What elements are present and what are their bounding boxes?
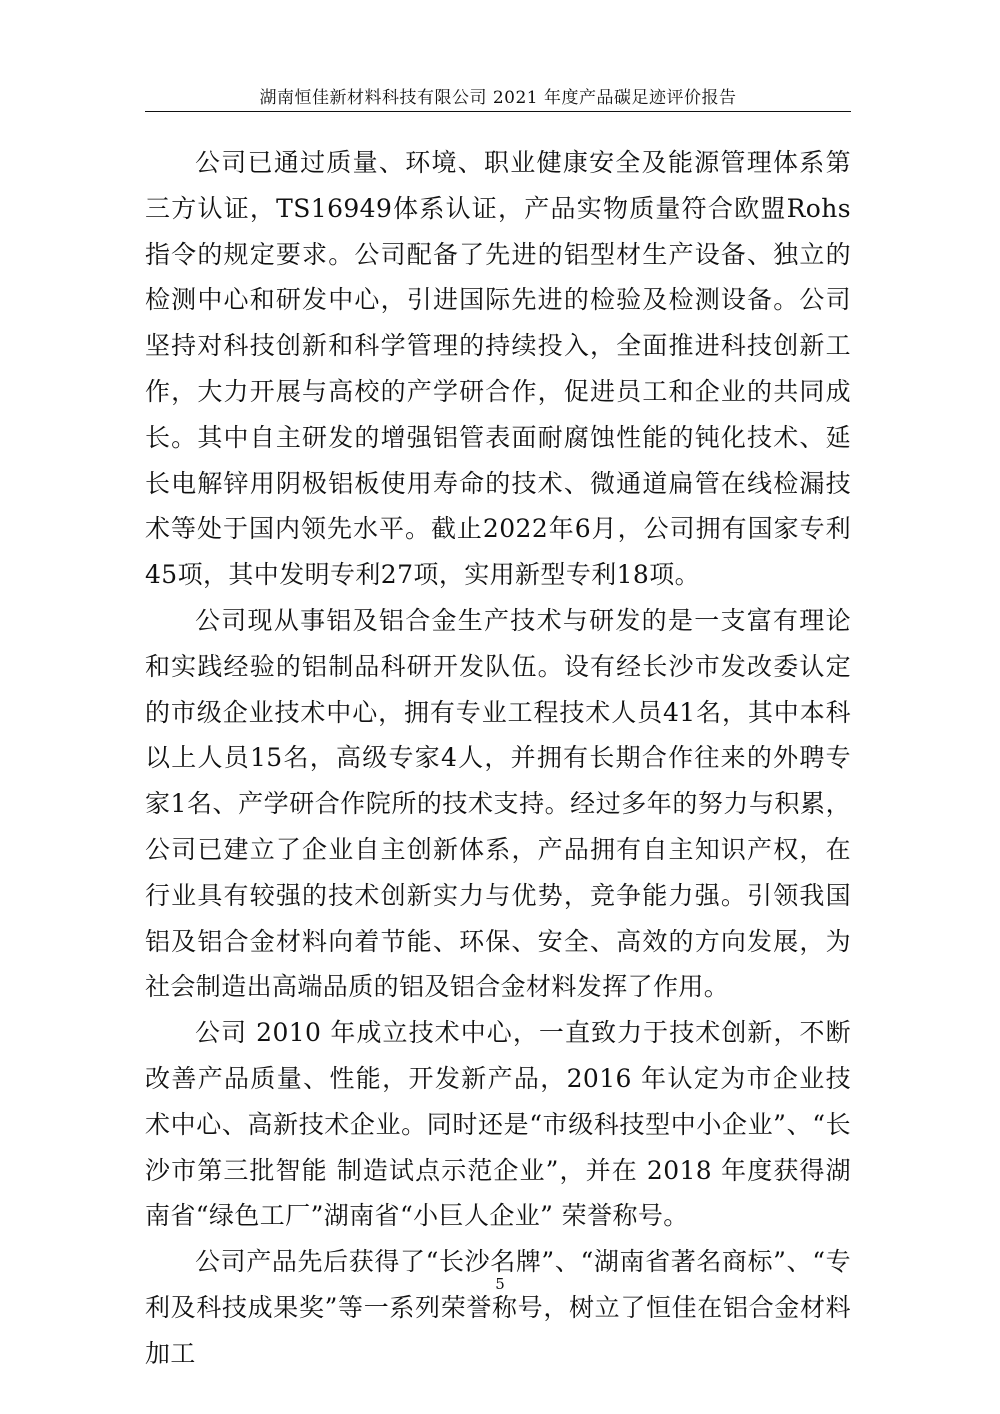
paragraph-rd-team: 公司现从事铝及铝合金生产技术与研发的是一支富有理论和实践经验的铝制品科研开发队伍。设有经长沙市发改委认定的市级企业技术中心，拥有专业工程技术人员41名，其中本科以上人员15名，高级专家4人，并拥有长期合作往来的外聘专家1名、产学研合作院所的技术支持。经过多年的努力与积累，公司已建立了企业自主创新体系，产品拥有自主知识产权，在行业具有较强的技术创新实力与优势，竞争能力强。引领我国铝及铝合金材料向着节能、环保、安全、高效的方向发展，为社会制造出高端品质的铝及铝合金材料发挥了作用。 xyxy=(145,605,851,1002)
page-header: 湖南恒佳新材料科技有限公司 2021 年度产品碳足迹评价报告 xyxy=(259,88,737,108)
paragraph-honors: 公司产品先后获得了“长沙名牌”、“湖南省著名商标”、“专利及科技成果奖”等一系列荣誉称号，树立了恒佳在铝合金材料加工 xyxy=(145,1247,851,1368)
paragraph-tech-center: 公司 2010 年成立技术中心，一直致力于技术创新，不断改善产品质量、性能，开发新产品，2016 年认定为市企业技术中心、高新技术企业。同时还是“市级科技型中小企业”、“长沙市第三批智能 制造试点示范企业”，并在 2018 年度获得湖南省“绿色工厂”湖南省“小巨人企业” 荣誉称号。 xyxy=(145,1018,851,1231)
body-text xyxy=(145,140,851,1377)
header-rule xyxy=(145,111,851,112)
page-number: 5 xyxy=(495,1275,505,1293)
paragraph-certifications: 公司已通过质量、环境、职业健康安全及能源管理体系第三方认证，TS16949体系认证，产品实物质量符合欧盟Rohs指令的规定要求。公司配备了先进的铝型材生产设备、独立的检测中心和研发中心，引进国际先进的检验及检测设备。公司坚持对科技创新和科学管理的持续投入，全面推进科技创新工作，大力开展与高校的产学研合作，促进员工和企业的共同成长。其中自主研发的增强铝管表面耐腐蚀性能的钝化技术、延长电解锌用阴极铝板使用寿命的技术、微通道扁管在线检漏技术等处于国内领先水平。截止2022年6月，公司拥有国家专利45项，其中发明专利27项，实用新型专利18项。 xyxy=(145,148,851,590)
